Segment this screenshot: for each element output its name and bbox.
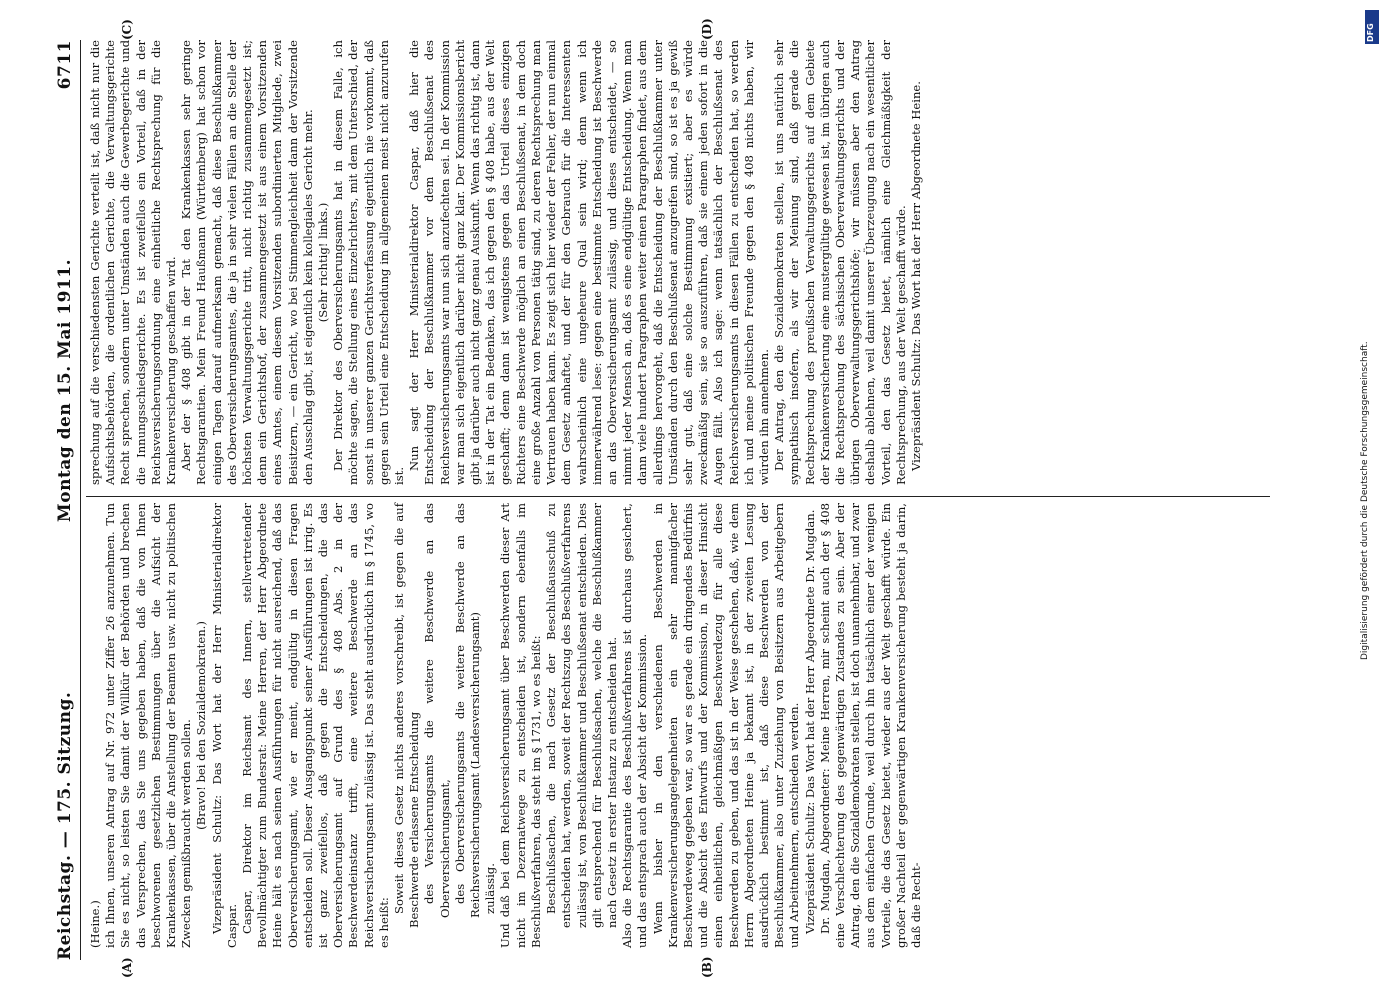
- paragraph: Der Direktor des Oberversicherungsamts hat in diesem Falle, ich möchte sagen, die Stellung eines Einzelrichters, mit dem Unterschied, der sonst in unserer ganzen Gerichtsverfassung eigentlich nie vorkommt, daß gegen sein Urteil eine Entscheidung im allgemeinen meist nicht anzurufen ist.: [331, 40, 407, 485]
- paragraph: Dr. Mugdan, Abgeordneter: Meine Herren, mir scheint auch der § 408 eine Verschlechterung des gegenwärtigen Zustandes zu sein. Aber der Antrag, den die Sozialdemokraten stellen, ist doch unannehmbar, und zwar aus dem einfachen Grunde, weil durch ihn tatsächlich einer der wenigen Vorteile, die das Gesetz bietet, wieder aus der Welt geschafft würde. Ein großer Nachteil der gegenwärtigen Krankenversicherung besteht ja darin, daß die Recht-: [817, 503, 923, 948]
- paragraph: Nun sagt der Herr Ministerialdirektor Caspar, daß hier die Entscheidung der Beschlußkammer vor dem Beschlußsenat des Reichsversicherungsamts war nun sich anzufechten sei. In der Kommission war man sich eigentlich darüber nicht ganz klar. Der Kommissionsbericht gibt ja darüber auch nicht ganz genau Auskunft. Wenn das richtig ist, dann ist in der Tat ein Bedenken, das ich gegen den § 408 habe, aus der Welt geschafft; denn dann ist wenigstens gegen das Urteil dieses einzigen Richters eine Beschwerde möglich an einen Beschlußsenat, in dem doch eine große Anzahl von Personen tätig sind, zu deren Rechtsprechung man Vertrauen haben kann. Es zeigt sich hier wieder der Fehler, der nun einmal dem Gesetz anhaftet, und der für den Gebrauch für die Interessenten wahrscheinlich eine ungeheure Qual sein wird; denn wenn ich immerwährend lese: gegen eine bestimmte Entscheidung ist Beschwerde an das Oberversicherungsamt zulässig, und dieses entscheidet, — so nimmt jeder Mensch an, daß es eine endgültige Entscheidung. Wenn man dann viele hundert Paragraphen weiter einen Paragraphen findet, aus dem allerdings hervorgeht, daß die Entscheidung der Beschlußkammer unter Umständen durch den Beschlußsenat anzugreifen sind, so ist es ja gewiß sehr gut, daß eine solche Bestimmung existiert; aber es würde zweckmäßig sein, sie so auszuführen, daß sie einem jeden sofort in die Augen fällt. Also ich sage: wenn tatsächlich der Beschlußsenat des Reichsversicherungsamts in diesen Fällen zu entscheiden hat, so werden ich und meine politischen Freunde gegen den § 408 nichts haben, wir würden ihn annehmen.: [407, 40, 771, 485]
- quote: des Oberversicherungsamts die weitere Beschwerde an das Reichsversicherungsamt (Landesversicherungsamt): [452, 503, 483, 918]
- paragraph: (Heine.): [88, 900, 102, 948]
- paragraph: Vizepräsident Schultz: Das Wort hat der Herr Ministerialdirektor Caspar.: [209, 503, 239, 948]
- paragraph: Also die Rechtsgarantie des Beschlußverfahrens ist durchaus gesichert, und das entsprach auch der Absicht der Kommission.: [620, 503, 650, 948]
- paragraph: ich Ihnen, unseren Antrag auf Nr. 972 unter Ziffer 26 anzunehmen. Tun Sie es nicht, so leisten Sie damit der Willkür der Behörden und brechen das Versprechen, das Sie uns gegeben haben, daß die von Ihnen beschworenen gesetzlichen Bestimmungen über die Aufsicht der Krankenkassen, über die Anstellung der Beamten usw. nicht zu politischen Zwecken gemißbraucht werden sollen.: [103, 503, 194, 948]
- paragraph: (Sehr richtig! links.): [316, 202, 331, 323]
- page-number: 6711: [55, 40, 75, 90]
- page-header: [52, 40, 78, 960]
- paragraph: sprechung auf die verschiedensten Gerichte verteilt ist, daß nicht nur die Aufsichtsbehörden, die ordentlichen Gerichte, die Verwaltungsgerichte Recht sprechen, sondern unter Umständen auch die Gewerbegerichte und die Innungsschiedsgerichte. Es ist zweifellos ein Vorteil, daß in der Reichsversicherungsordnung eine einheitliche Rechtsprechung für die Krankenversicherung geschaffen wird.: [88, 40, 179, 485]
- margin-mark-c: (C): [120, 19, 134, 40]
- paragraph: Vizepräsident Schultz: Das Wort hat der Herr Abgeordnete Dr. Mugdan.: [802, 509, 817, 934]
- header-left: Reichstag. — 175. Sitzung.: [55, 691, 75, 960]
- quote: zulässig.: [483, 863, 498, 914]
- paragraph: Und daß bei dem Reichsversicherungsamt über Beschwerden dieser Art nicht im Dezernatwege zu entscheiden ist, sondern ebenfalls im Beschlußverfahren, das steht im § 1731, wo es heißt:: [498, 503, 543, 948]
- digitization-credit: Digitalisierung gefördert durch die Deutsche Forschungsgemeinschaft.: [1360, 341, 1370, 660]
- paragraph: Wenn bisher in den verschiedenen Beschwerden in Krankenversicherungsangelegenheiten ein sehr mannigfacher Beschwerdeweg gegeben war, so war es gerade ein dringendes Bedürfnis und die Absicht des Entwurfs und der Kommission, in dieser Hinsicht einen einheitlichen, gleichmäßigen Beschwerdezug für alle diese Beschwerden zu geben, und das ist in der Weise geschehen, daß, wie dem Herrn Abgeordneten Heine ja bekannt ist, in der zweiten Lesung ausdrücklich bestimmt ist, daß diese Beschwerden von der Beschlußkammer, also unter Zuziehung von Beisitzern aus Arbeitgebern und Arbeitnehmern, entschieden werden.: [650, 503, 802, 948]
- paragraph: (Bravo! bei den Sozialdemokraten.): [194, 621, 209, 830]
- dfg-logo: DFG: [1365, 10, 1379, 44]
- header-date: Montag den 15. Mai 1911.: [55, 258, 75, 523]
- quote: des Versicherungsamts die weitere Beschwerde an das Oberversicherungsamt,: [422, 503, 452, 918]
- paragraph: Caspar, Direktor im Reichsamt des Innern, stellvertretender Bevollmächtigter zum Bundesrat: Meine Herren, der Herr Abgeordnete Heine hält es nach seinen Ausführungen für nicht ausreichend, daß das Oberversicherungsamt, wie er meint, endgültig in diesen Fragen entscheiden soll. Dieser Ausgangspunkt seiner Ausführungen ist irrig. Es ist ganz zweifellos, daß gegen die Entscheidungen, die das Oberversicherungsamt auf Grund des § 408 Abs. 2 in der Beschwerdeinstanz trifft, eine weitere Beschwerde an das Reichsversicherungsamt zulässig ist. Das steht ausdrücklich im § 1745, wo es heißt:: [240, 503, 391, 948]
- margin-mark-d: (D): [700, 18, 714, 40]
- paragraph: Aber der § 408 gibt in der Tat den Krankenkassen sehr geringe Rechtsgarantien. Mein Freund Haußmann (Württemberg) hat schon vor einigen Tagen darauf aufmerksam gemacht, daß diese Beschlußkammer des Oberversicherungsamtes, die ja in sehr vielen Fällen an die Stelle der höchsten Verwaltungsgerichte tritt, nicht richtig zusammengesetzt ist; denn ein Gerichtshof, der zusammengesetzt ist aus einem Vorsitzenden eines Amtes, einem diesem Vorsitzenden subordinierten Mitgliede, zwei Beisitzern, — ein Gericht, wo bei Stimmengleichheit dann der Vorsitzende den Ausschlag gibt, ist eigentlich kein kollegiales Gericht mehr.: [179, 40, 315, 485]
- text-column-right: [88, 40, 924, 485]
- paragraph: Der Antrag, den die Sozialdemokraten stellen, ist uns natürlich sehr sympathisch insofern, als wir der Meinung sind, daß gerade die Rechtsprechung des preußischen Verwaltungsgerichts auf dem Gebiete der Krankenversicherung eine mustergültige gewesen ist, im übrigen auch die Rechtsprechung des sächsischen Oberverwaltungsgerichts und der übrigen Oberverwaltungsgerichtshöfe; wir müssen aber den Antrag deshalb ablehnen, weil damit unserer Überzeugung nach ein wesentlicher Vorteil, den das Gesetz bietet, nämlich eine Gleichmäßigkeit der Rechtsprechung, aus der Welt geschafft würde.: [772, 40, 908, 485]
- header-rule: [80, 40, 81, 960]
- column-divider: [86, 496, 1270, 497]
- margin-mark-b: (B): [700, 956, 714, 978]
- text-column-left: [88, 503, 924, 948]
- paragraph: Vizepräsident Schultz: Das Wort hat der Herr Abgeordnete Heine.: [908, 81, 923, 471]
- margin-mark-a: (A): [120, 957, 134, 978]
- quote: Soweit dieses Gesetz nichts anderes vorschreibt, ist gegen die auf Beschwerde erlassene Entscheidung: [392, 503, 422, 928]
- quote: Beschlußsachen, die nach Gesetz der Beschlußausschuß zu entscheiden hat, werden, soweit der Rechtszug des Beschlußverfahrens zulässig ist, von Beschlußkammer und Beschlußsenat entschieden. Dies gilt entsprechend für Beschlußsachen, welche die Beschlußkammer nach Gesetz in erster Instanz zu entscheiden hat.: [544, 503, 619, 928]
